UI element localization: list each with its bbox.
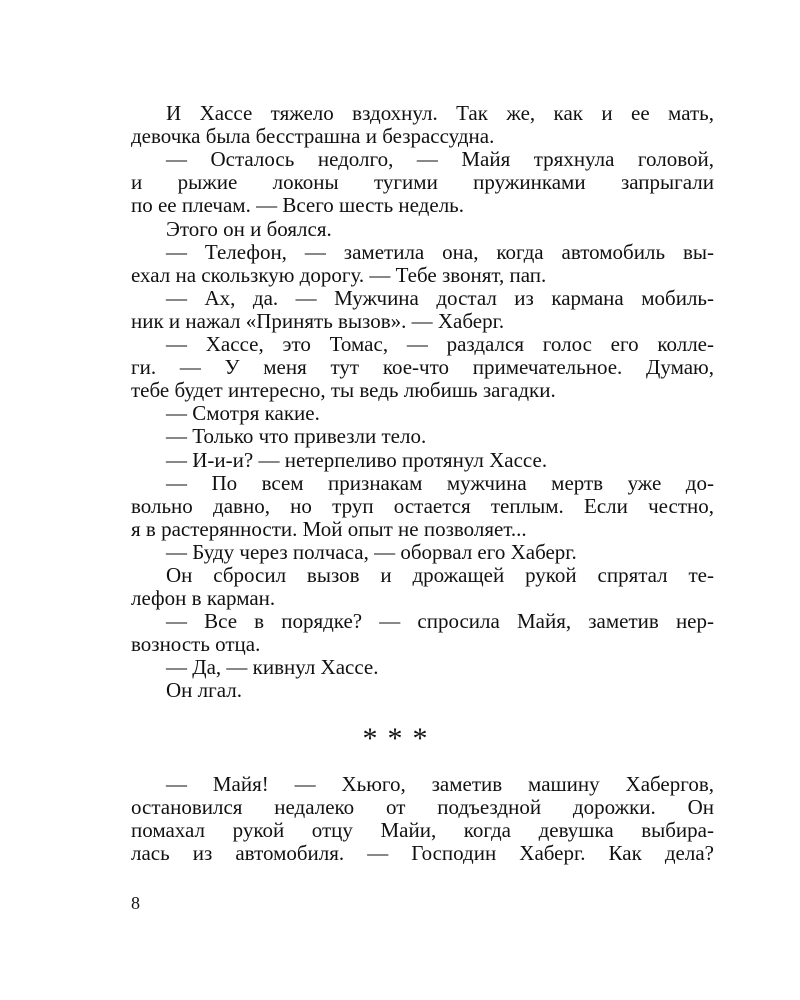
text-line: И Хассе тяжело вздохнул. Так же, как и ее мать,	[166, 101, 714, 125]
text-line: помахал рукой отцу Майи, когда девушка выбира-	[131, 818, 714, 842]
text-line: по ее плечам. — Всего шесть недель.	[131, 193, 464, 217]
text-line: я в растерянности. Мой опыт не позволяет...	[131, 517, 527, 541]
text-line: Он сбросил вызов и дрожащей рукой спрятал те-	[166, 563, 714, 587]
text-line: — По всем признакам мужчина мертв уже до-	[166, 471, 714, 495]
text-line: — Осталось недолго, — Майя тряхнула головой,	[166, 147, 714, 171]
text-line: — Смотря какие.	[166, 401, 320, 425]
text-line: вольно давно, но труп остается теплым. Если честно,	[131, 494, 714, 518]
text-line: тебе будет интересно, ты ведь любишь загадки.	[131, 378, 556, 402]
text-line: — Майя! — Хьюго, заметив машину Хабергов,	[166, 772, 714, 796]
text-line: — И-и-и? — нетерпеливо протянул Хассе.	[166, 448, 548, 472]
text-line: — Ах, да. — Мужчина достал из кармана мобиль-	[166, 286, 714, 310]
text-line: Он лгал.	[166, 678, 242, 702]
text-line: — Только что привезли тело.	[166, 424, 427, 448]
text-line: — Все в порядке? — спросила Майя, заметив нер-	[166, 609, 714, 633]
text-line: — Хассе, это Томас, — раздался голос его колле-	[166, 332, 714, 356]
text-line: — Телефон, — заметила она, когда автомобиль вы-	[166, 240, 714, 264]
text-line: возность отца.	[131, 632, 261, 656]
text-line: — Буду через полчаса, — оборвал его Хаберг.	[166, 540, 577, 564]
section-separator: ***	[362, 722, 438, 755]
text-line: ник и нажал «Принять вызов». — Хаберг.	[131, 309, 505, 333]
page-number: 8	[131, 893, 140, 913]
text-line: лефон в карман.	[131, 586, 276, 610]
text-line: ехал на скользкую дорогу. — Тебе звонят, пап.	[131, 263, 547, 287]
text-line: ги. — У меня тут кое-что примечательное. Думаю,	[131, 355, 714, 379]
text-line: лась из автомобиля. — Господин Хаберг. Как дела?	[131, 841, 714, 865]
text-line: девочка была бесстрашна и безрассудна.	[131, 124, 495, 148]
text-line: и рыжие локоны тугими пружинками запрыгали	[131, 170, 714, 194]
text-line: Этого он и боялся.	[166, 217, 332, 241]
text-line: остановился недалеко от подъездной дорожки. Он	[131, 795, 714, 819]
text-line: — Да, — кивнул Хассе.	[166, 655, 379, 679]
